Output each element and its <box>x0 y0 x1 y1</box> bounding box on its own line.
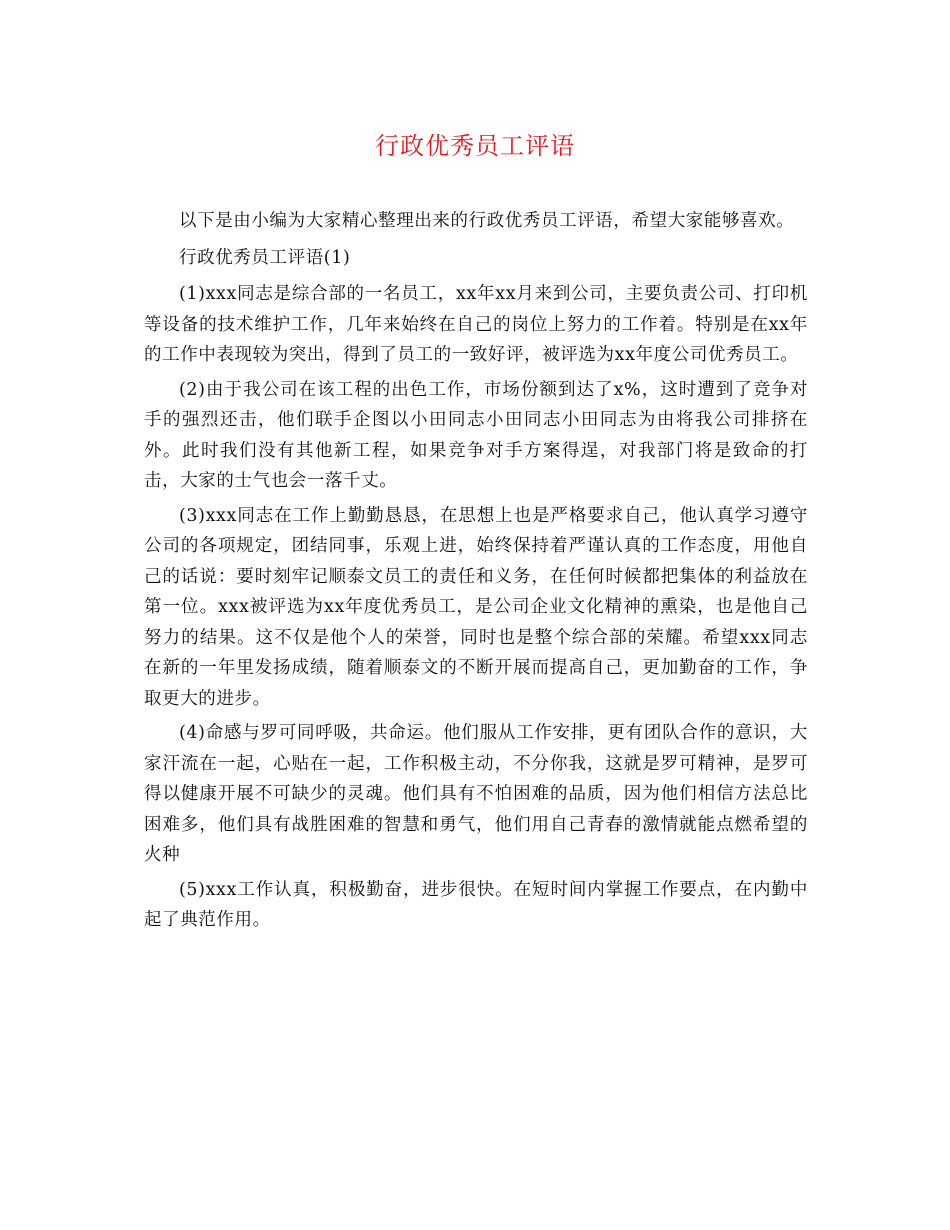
comment-paragraph-2: (2)由于我公司在该工程的出色工作，市场份额到达了x%，这时遭到了竞争对手的强烈还击，他们联手企图以小田同志小田同志小田同志为由将我公司排挤在外。此时我们没有其他新工程，如果竞争对手方案得逞，对我部门将是致命的打击，大家的士气也会一落千丈。 <box>144 379 808 491</box>
section-heading: 行政优秀员工评语(1) <box>179 247 351 268</box>
comment-paragraph-5: (5)xxx工作认真，积极勤奋，进步很快。在短时间内掌握工作要点，在内勤中 起了典范作用。 <box>144 879 808 930</box>
intro-paragraph: 以下是由小编为大家精心整理出来的行政优秀员工评语，希望大家能够喜欢。 <box>179 211 795 231</box>
comment-paragraph-1: (1)xxx同志是综合部的一名员工，xx年xx月来到公司，主要负责公司、打印机等设备的技术维护工作，几年来始终在自己的岗位上努力的工作着。特别是在xx年的工作中表现较为突出，得到了员工的一致好评，被评选为xx年度公司优秀员工。 <box>144 284 808 365</box>
document-body <box>144 206 808 940</box>
page-title: 行政优秀员工评语 <box>375 132 575 160</box>
comment-paragraph-4: (4)命感与罗可同呼吸，共命运。他们服从工作安排，更有团队合作的意识，大家汗流在一起，心贴在一起，工作积极主动，不分你我，这就是罗可精神，是罗可得以健康开展不可缺少的灵魂。他们具有不怕困难的品质，因为他们相信方法总比困难多，他们具有战胜困难的智慧和勇气，他们用自己青春的激情就能点燃希望的火种 <box>144 723 808 865</box>
comment-paragraph-3: (3)xxx同志在工作上勤勤恳恳，在思想上也是严格要求自己，他认真学习遵守公司的各项规定，团结同事，乐观上进，始终保持着严谨认真的工作态度，用他自己的话说：要时刻牢记顺泰文员工的责任和义务，在任何时候都把集体的利益放在第一位。xxx被评选为xx年度优秀员工，是公司企业文化精神的熏染，也是他自己努力的结果。这不仅是他个人的荣誉，同时也是整个综合部的荣耀。希望xxx同志在新的一年里发扬成绩，随着顺泰文的不断开展而提高自己，更加勤奋的工作，争取更大的进步。 <box>144 505 808 709</box>
